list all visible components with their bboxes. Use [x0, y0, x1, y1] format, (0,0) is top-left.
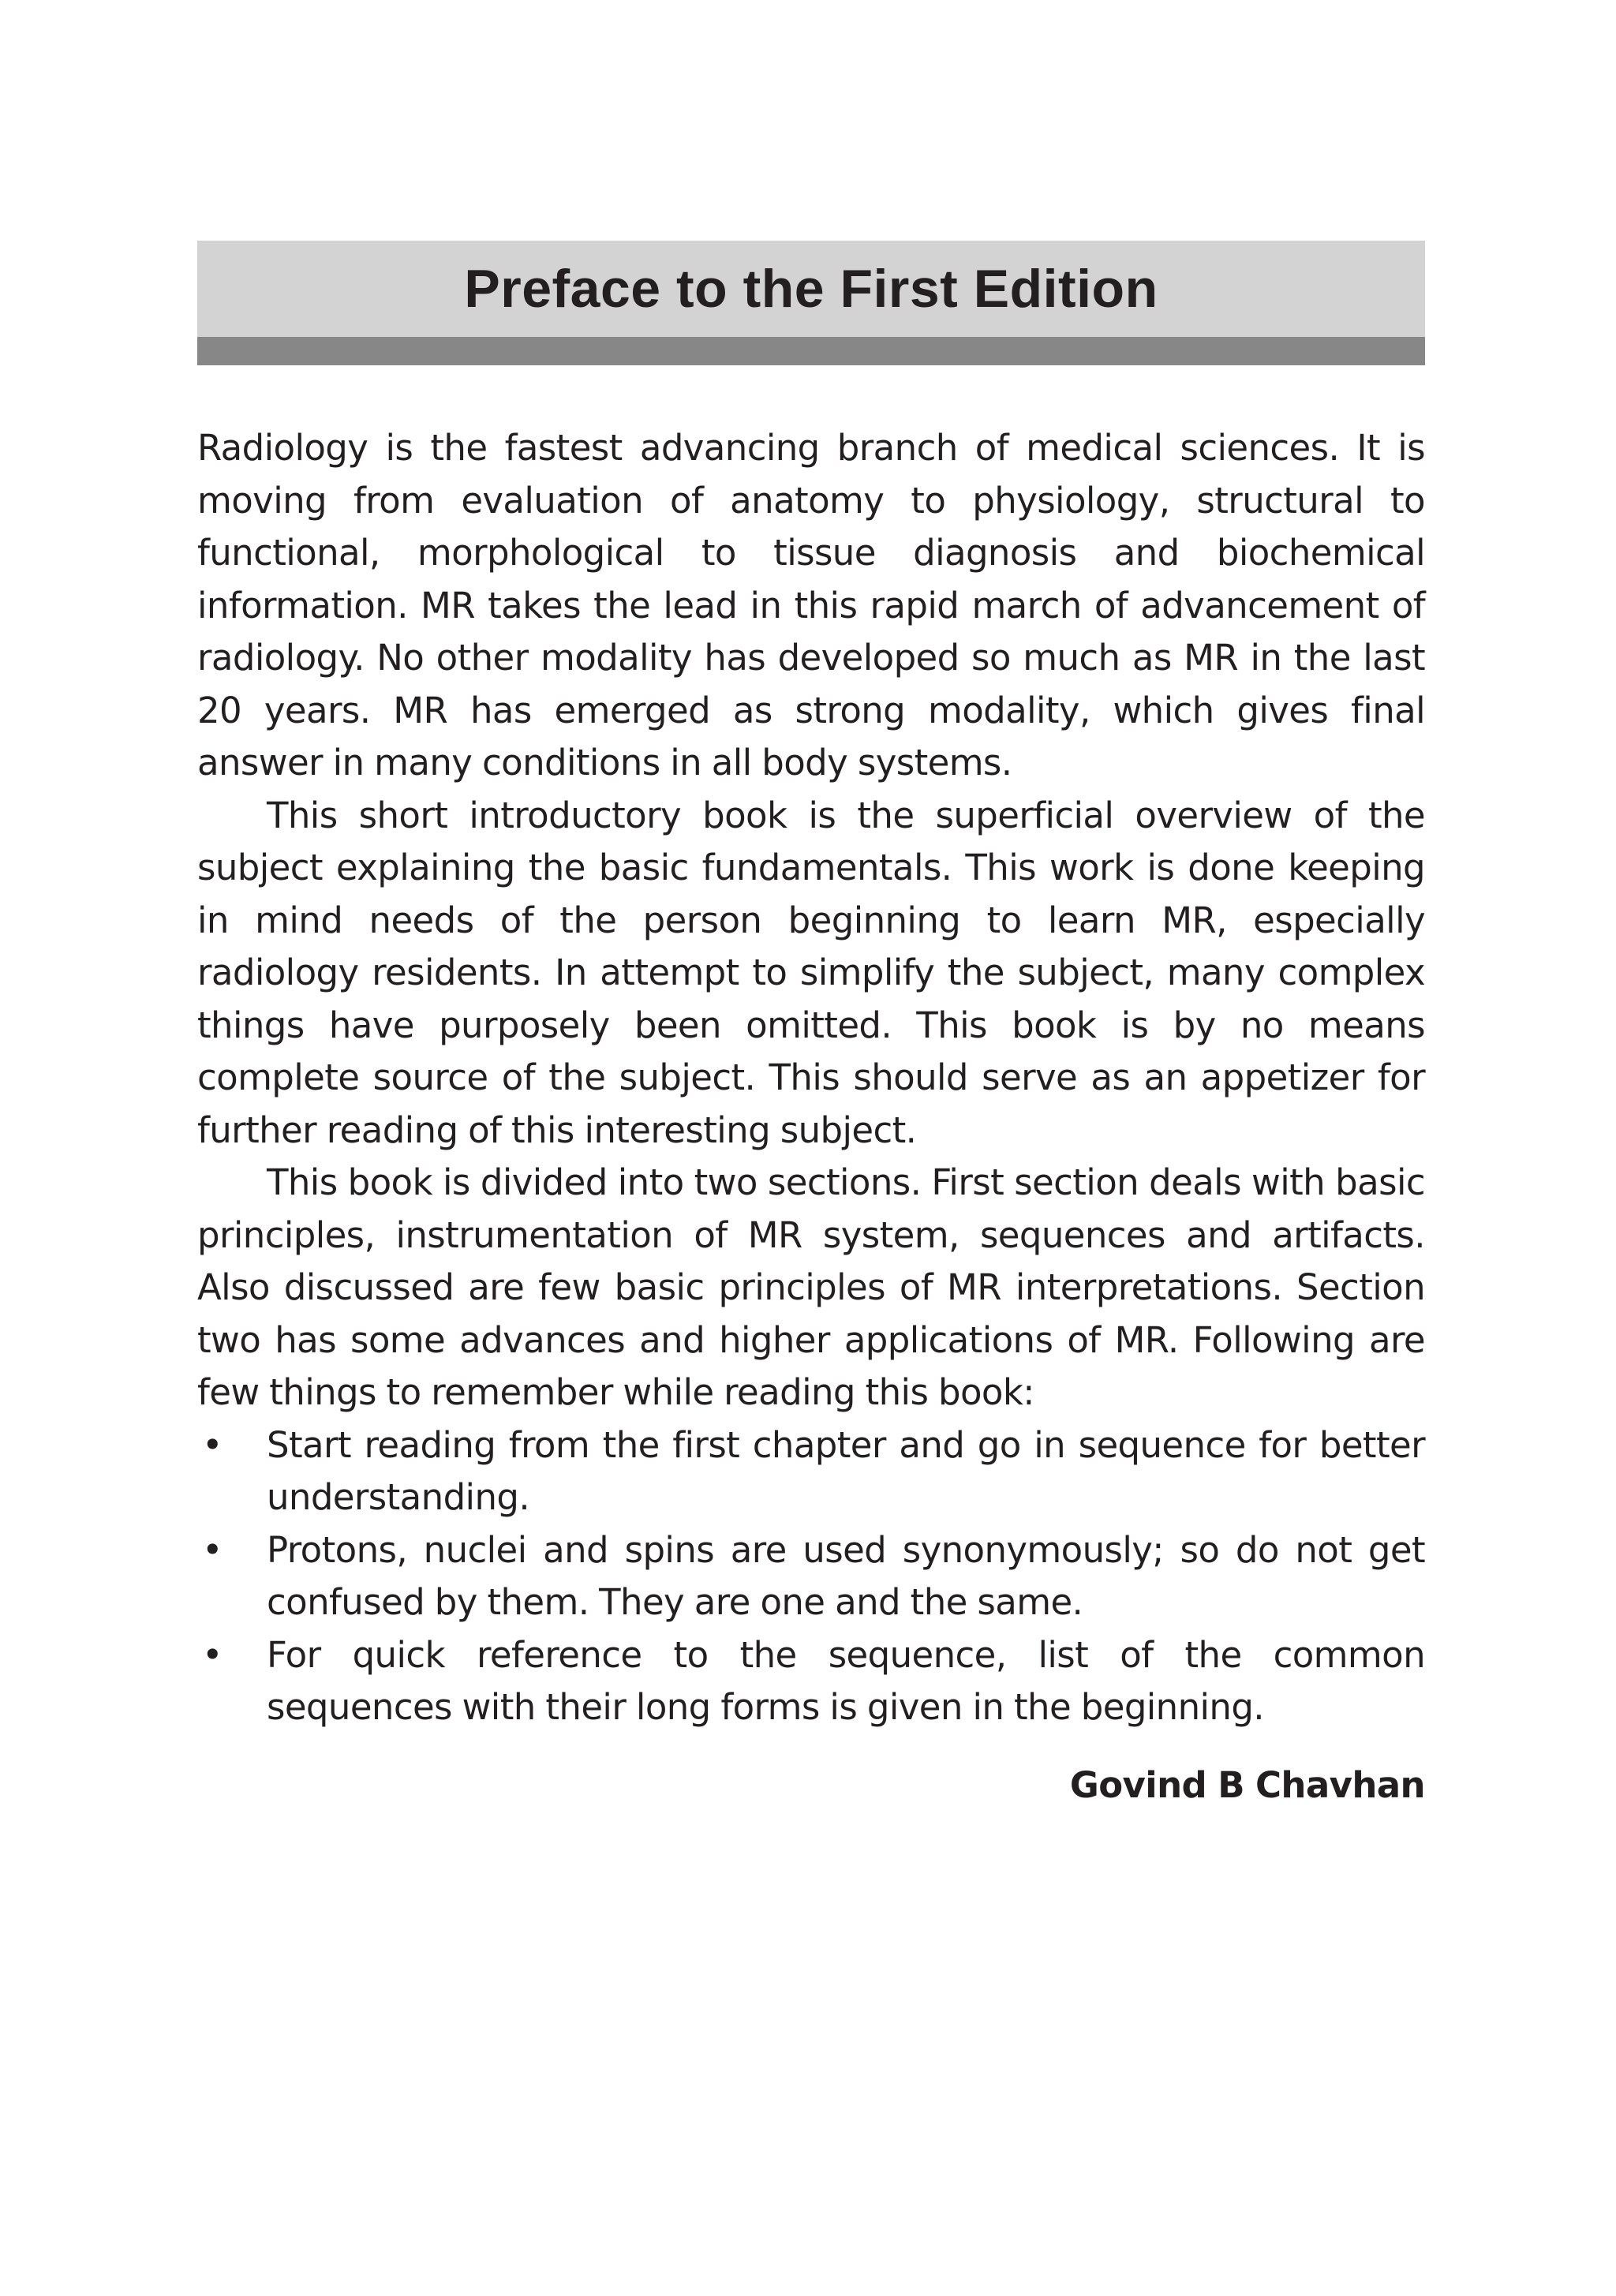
- list-item: [197, 1524, 1425, 1629]
- preface-body: [197, 422, 1425, 1812]
- page-content: [197, 241, 1425, 1812]
- paragraph-1: Radiology is the fastest advancing branch of medical sciences. It is moving from evaluation of anatomy to physiology, structural to functional, morphological to tissue diagnosis and biochemical information. MR takes the lead in this rapid march of advancement of radiology. No other modality has developed so much as MR in the last 20 years. MR has emerged as strong modality, which gives final answer in many conditions in all body systems.: [197, 427, 1425, 783]
- list-item: [197, 1629, 1425, 1734]
- page-title: Preface to the First Edition: [464, 259, 1158, 319]
- reading-tips-list: [197, 1419, 1425, 1734]
- bullet-icon: •: [202, 1423, 223, 1466]
- list-item-text: For quick reference to the sequence, list of the common sequences with their long forms is given in the beginning.: [267, 1633, 1425, 1728]
- title-band: [197, 241, 1425, 337]
- paragraph-2: This short introductory book is the superficial overview of the subject explaining the basic fundamentals. This work is done keeping in mind needs of the person beginning to learn MR, especially radiology residents. In attempt to simplify the subject, many complex things have purposely been omitted. This book is by no means complete source of the subject. This should serve as an appetizer for further reading of this interesting subject.: [197, 794, 1425, 1151]
- bullet-icon: •: [202, 1528, 223, 1571]
- list-item: [197, 1419, 1425, 1524]
- title-rule: [197, 337, 1425, 365]
- paragraph-3: This book is divided into two sections. First section deals with basic principles, instrumentation of MR system, sequences and artifacts. Also discussed are few basic principles of MR interpretations. Section two has some advances and higher applications of MR. Following are few things to remember while reading this book:: [197, 1161, 1425, 1413]
- author-signature: Govind B Chavhan: [1069, 1763, 1425, 1806]
- list-item-text: Start reading from the first chapter and go in sequence for better understanding.: [267, 1423, 1425, 1518]
- bullet-icon: •: [202, 1633, 223, 1676]
- list-item-text: Protons, nuclei and spins are used synonymously; so do not get confused by them. They are one and the same.: [267, 1528, 1425, 1623]
